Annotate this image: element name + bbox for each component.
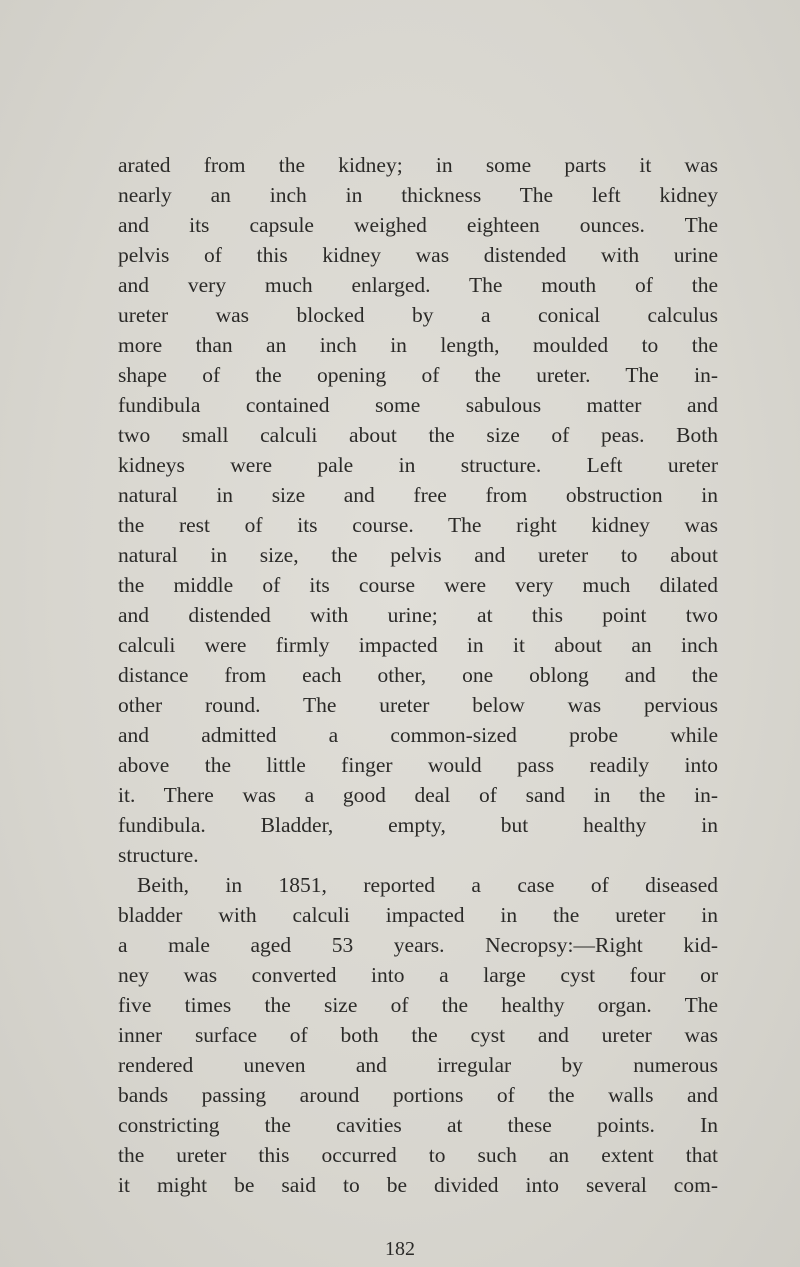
- text-line: it. There was a good deal of sand in the in-: [118, 783, 718, 807]
- text-line: ureter was blocked by a conical calculus: [118, 303, 718, 327]
- text-line: the middle of its course were very much dilated: [118, 573, 718, 597]
- text-line: fundibula. Bladder, empty, but healthy in: [118, 813, 718, 837]
- text-line: fundibula contained some sabulous matter and: [118, 393, 718, 417]
- text-line: above the little finger would pass readily into: [118, 753, 718, 777]
- text-line: more than an inch in length, moulded to the: [118, 333, 718, 357]
- page-number: 182: [385, 1238, 415, 1260]
- text-line: bladder with calculi impacted in the ureter in: [118, 903, 718, 927]
- text-line: five times the size of the healthy organ. The: [118, 993, 718, 1017]
- paragraph-first-line: Beith, in 1851, reported a case of diseased: [137, 873, 718, 897]
- text-line: and its capsule weighed eighteen ounces. The: [118, 213, 718, 237]
- text-line: and admitted a common-sized probe while: [118, 723, 718, 747]
- text-line: calculi were firmly impacted in it about an inch: [118, 633, 718, 657]
- text-line: the ureter this occurred to such an extent that: [118, 1143, 718, 1167]
- text-line: shape of the opening of the ureter. The in-: [118, 363, 718, 387]
- text-line: distance from each other, one oblong and the: [118, 663, 718, 687]
- text-line: a male aged 53 years. Necropsy:—Right kid-: [118, 933, 718, 957]
- text-line: kidneys were pale in structure. Left ureter: [118, 453, 718, 477]
- text-line: arated from the kidney; in some parts it was: [118, 153, 718, 177]
- text-line: nearly an inch in thickness The left kidney: [118, 183, 718, 207]
- text-line: rendered uneven and irregular by numerous: [118, 1053, 718, 1077]
- text-line: and distended with urine; at this point two: [118, 603, 718, 627]
- text-line: natural in size and free from obstruction in: [118, 483, 718, 507]
- text-line: other round. The ureter below was pervious: [118, 693, 718, 717]
- text-line: the rest of its course. The right kidney was: [118, 513, 718, 537]
- text-line: structure.: [118, 843, 199, 867]
- text-line: two small calculi about the size of peas. Both: [118, 423, 718, 447]
- text-line: it might be said to be divided into several com-: [118, 1173, 718, 1197]
- text-line: constricting the cavities at these points. In: [118, 1113, 718, 1137]
- text-line: natural in size, the pelvis and ureter to about: [118, 543, 718, 567]
- text-line: pelvis of this kidney was distended with urine: [118, 243, 718, 267]
- text-line: inner surface of both the cyst and ureter was: [118, 1023, 718, 1047]
- text-line: ney was converted into a large cyst four or: [118, 963, 718, 987]
- text-line: bands passing around portions of the walls and: [118, 1083, 718, 1107]
- text-line: and very much enlarged. The mouth of the: [118, 273, 718, 297]
